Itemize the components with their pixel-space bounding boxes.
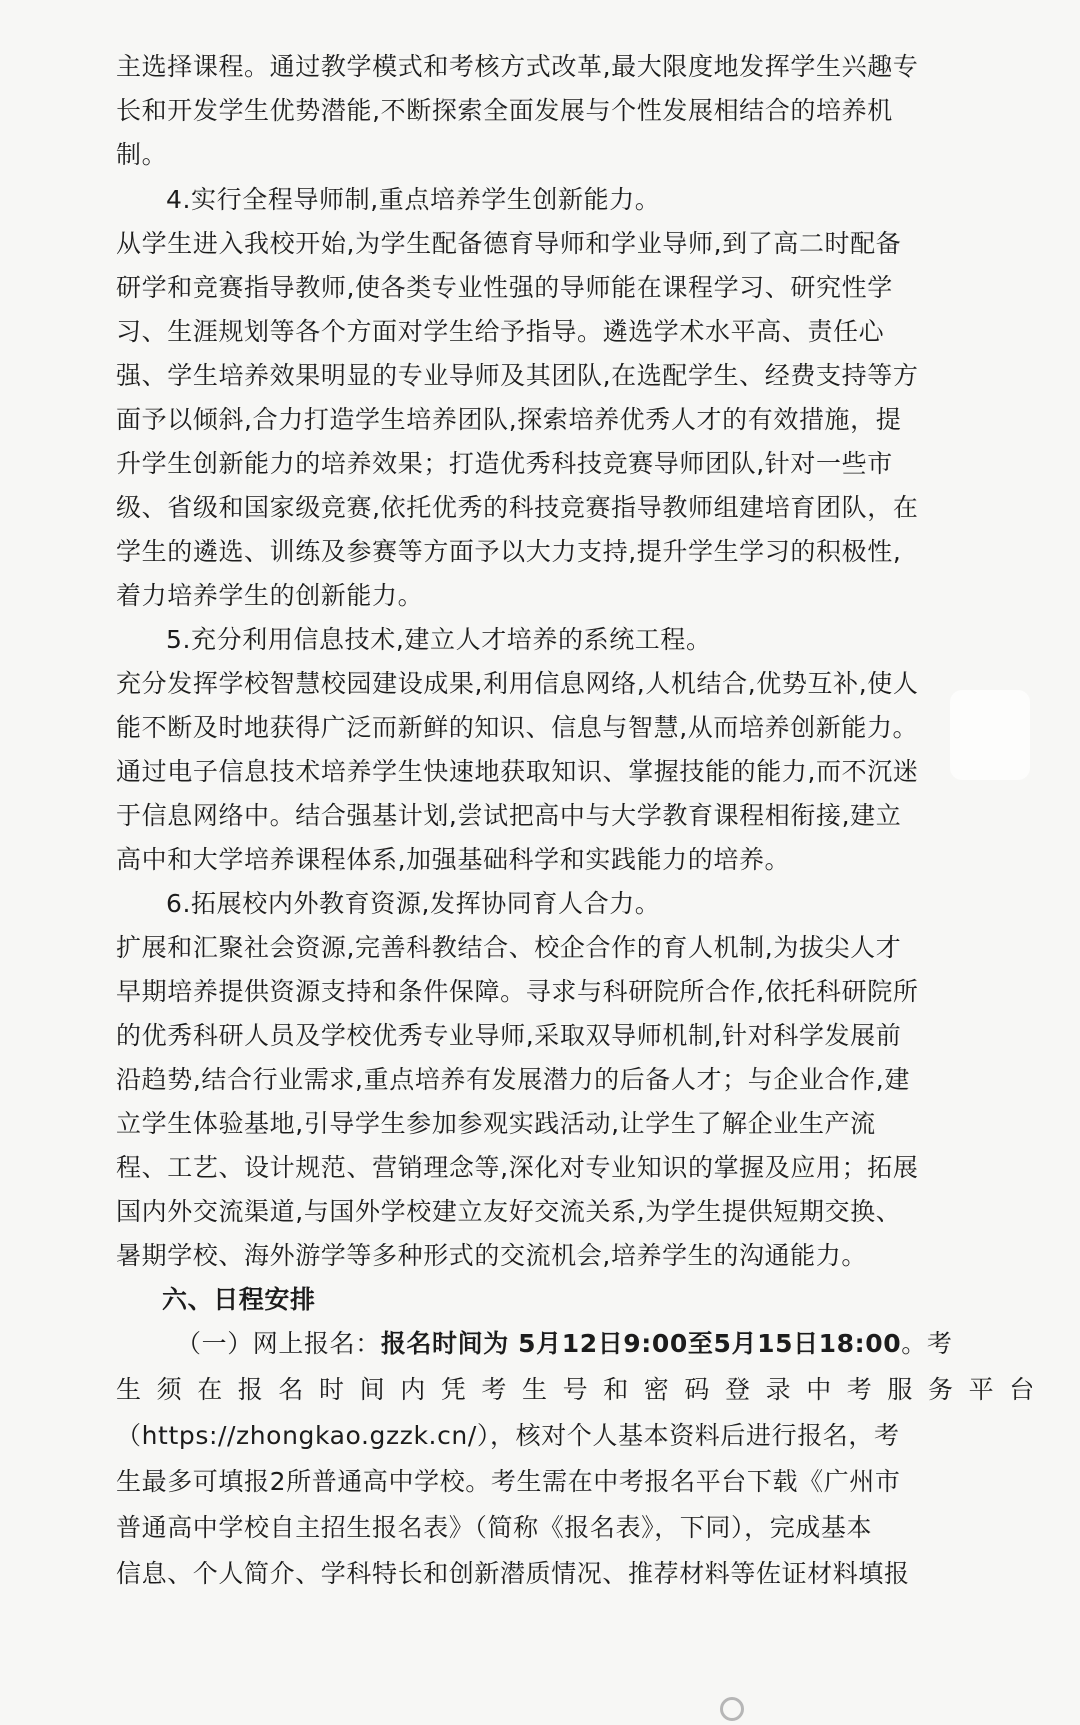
registration-line-2: 生须在报名时间内凭考生号和密码登录中考服务平台 [116, 1375, 1050, 1404]
text-line: 沿 趋 势 , 结 合 行 业 需 求 , 重 点 培 养 有 发 展 潜 力 的 后 备 人 才 ； 与 企 业 合 作 , 建 [116, 1065, 910, 1094]
subheading-4: 4.实行全程导师制,重点培养学生创新能力。 [166, 185, 661, 214]
registration-suffix: 。考 [901, 1329, 953, 1358]
text-line: 从 学 生 进 入 我 校 开 始 , 为 学 生 配 备 德 育 导 师 和 学 业 导 师 , 到 了 高 二 时 配 备 [116, 229, 902, 258]
text-line: 程 、 工 艺 、 设 计 规 范 、 营 销 理 念 等 , 深 化 对 专 业 知 识 的 掌 握 及 应 用 ； 拓 展 [116, 1153, 919, 1182]
text-line: 的 优 秀 科 研 人 员 及 学 校 优 秀 专 业 导 师 , 采 取 双 导 师 机 制 , 针 对 科 学 发 展 前 [116, 1021, 902, 1050]
text-line: 能不断及时地获得广泛而新鲜的知识、信息与智慧,从而培养创新能力。 [116, 713, 919, 742]
section-heading: 六、日程安排 [162, 1285, 316, 1314]
scan-smudge [950, 690, 1030, 780]
watermark-icon [720, 1697, 744, 1721]
text-line: 充 分 发 挥 学 校 智 慧 校 园 建 设 成 果 , 利 用 信 息 网 络 , 人 机 结 合 , 优 势 互 补 , 使 人 [116, 669, 919, 698]
text-line: 习 、 生 涯 规 划 等 各 个 方 面 对 学 生 给 予 指 导 。 遴 选 学 术 水 平 高 、 责 任 心 [116, 317, 885, 346]
registration-line-3: （https://zhongkao.gzzk.cn/），核对个人基本资料后进行报名，考 [116, 1421, 900, 1450]
text-line: 暑期学校、海外游学等多种形式的交流机会,培养学生的沟通能力。 [116, 1241, 867, 1270]
text-line: 立 学 生 体 验 基 地 , 引 导 学 生 参 加 参 观 实 践 活 动 , 让 学 生 了 解 企 业 生 产 流 [116, 1109, 876, 1138]
text-line: 级 、 省 级 和 国 家 级 竞 赛 , 依 托 优 秀 的 科 技 竞 赛 指 导 教 师 组 建 培 育 团 队 ， 在 [116, 493, 919, 522]
text-line: 研 学 和 竞 赛 指 导 教 师 , 使 各 类 专 业 性 强 的 导 师 能 在 课 程 学 习 、 研 究 性 学 [116, 273, 893, 302]
text-line: 强 、 学 生 培 养 效 果 明 显 的 专 业 导 师 及 其 团 队 , 在 选 配 学 生 、 经 费 支 持 等 方 [116, 361, 919, 390]
text-line: 制。 [116, 140, 168, 169]
registration-line-1 [176, 1320, 953, 1368]
text-line: 学 生 的 遴 选 、 训 练 及 参 赛 等 方 面 予 以 大 力 支 持 , 提 升 学 生 学 习 的 积 极 性 , [116, 537, 902, 566]
text-line: 于 信 息 网 络 中 。 结 合 强 基 计 划 , 尝 试 把 高 中 与 大 学 教 育 课 程 相 衔 接 , 建 立 [116, 801, 902, 830]
registration-time: 报名时间为 5月12日9:00至5月15日18:00 [380, 1329, 902, 1358]
registration-line-6: 信息、个人简介、学科特长和创新潜质情况、推荐材料等佐证材料填报 [116, 1559, 910, 1588]
text-line: 通 过 电 子 信 息 技 术 培 养 学 生 快 速 地 获 取 知 识 、 掌 握 技 能 的 能 力 , 而 不 沉 迷 [116, 757, 919, 786]
text-line: 着力培养学生的创新能力。 [116, 581, 424, 610]
registration-line-5: 普通高中学校自主招生报名表》（简称《报名表》，下同），完成基本 [116, 1513, 873, 1542]
text-line: 高中和大学培养课程体系,加强基础科学和实践能力的培养。 [116, 845, 791, 874]
text-line: 早 期 培 养 提 供 资 源 支 持 和 条 件 保 障 。 寻 求 与 科 研 院 所 合 作 , 依 托 科 研 院 所 [116, 977, 919, 1006]
registration-prefix: （一）网上报名： [176, 1329, 381, 1358]
text-line: 扩 展 和 汇 聚 社 会 资 源 , 完 善 科 教 结 合 、 校 企 合 作 的 育 人 机 制 , 为 拔 尖 人 才 [116, 933, 902, 962]
watermark [720, 1697, 980, 1725]
registration-line-4: 生最多可填报2所普通高中学校。考生需在中考报名平台下载《广州市 [116, 1467, 901, 1496]
text-line: 国 内 外 交 流 渠 道 , 与 国 外 学 校 建 立 友 好 交 流 关 系 , 为 学 生 提 供 短 期 交 换 、 [116, 1197, 902, 1226]
text-line: 长 和 开 发 学 生 优 势 潜 能 , 不 断 探 索 全 面 发 展 与 个 性 发 展 相 结 合 的 培 养 机 [116, 96, 893, 125]
text-line: 升 学 生 创 新 能 力 的 培 养 效 果 ； 打 造 优 秀 科 技 竞 赛 导 师 团 队 , 针 对 一 些 市 [116, 449, 893, 478]
text-line: 面 予 以 倾 斜 , 合 力 打 造 学 生 培 养 团 队 , 探 索 培 养 优 秀 人 才 的 有 效 措 施 ， 提 [116, 405, 902, 434]
subheading-6: 6.拓展校内外教育资源,发挥协同育人合力。 [166, 889, 661, 918]
text-line: 主 选 择 课 程 。 通 过 教 学 模 式 和 考 核 方 式 改 革 , 最 大 限 度 地 发 挥 学 生 兴 趣 专 [116, 52, 919, 81]
subheading-5: 5.充分利用信息技术,建立人才培养的系统工程。 [166, 625, 712, 654]
